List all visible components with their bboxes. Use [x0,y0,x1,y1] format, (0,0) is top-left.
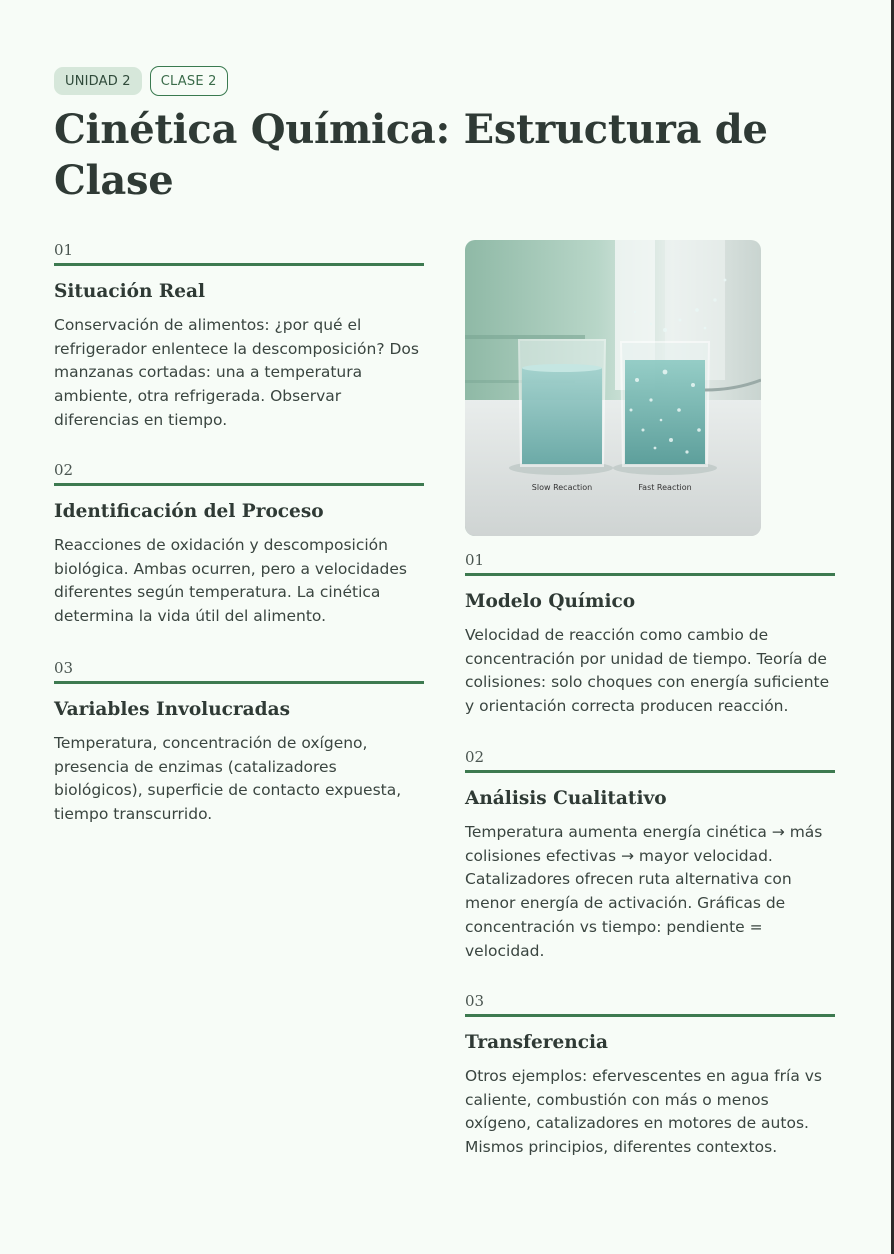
section-transferencia [465,990,835,1160]
section-title: Transferencia [465,1032,608,1053]
section-number: 01 [54,241,74,259]
section-number: 03 [465,992,485,1010]
section-number: 03 [54,659,74,677]
section-divider [465,770,835,773]
fast-reaction-label: Fast Reaction [638,483,692,492]
page-title: Cinética Química: Estructura de Clase [54,106,768,204]
section-number: 01 [465,551,485,569]
section-number: 02 [465,748,485,766]
section-divider [54,681,424,684]
section-number: 02 [54,461,74,479]
reaction-beakers-photo [465,240,761,536]
section-body: Temperatura, concentración de oxígeno, presencia de enzimas (catalizadores biológicos), superficie de contacto expuesta, tiempo transcurrido. [54,734,402,824]
section-situacion-real [54,239,424,433]
section-body: Temperatura aumenta energía cinética → más colisiones efectivas → mayor velocidad. Catalizadores ofrecen ruta alternativa con menor energía de activación. Gráficas de concentración vs tiempo: pendiente = velocidad. [465,823,823,960]
section-divider [465,573,835,576]
section-identificacion-proceso [54,459,424,629]
section-body: Otros ejemplos: efervescentes en agua fría vs caliente, combustión con más o menos oxígeno, catalizadores en motores de autos. Mismos principios, diferentes contextos. [465,1067,822,1157]
section-body: Reacciones de oxidación y descomposición biológica. Ambas ocurren, pero a velocidades diferentes según temperatura. La cinética determina la vida útil del alimento. [54,536,408,626]
section-analisis-cualitativo [465,746,835,963]
section-title: Análisis Cualitativo [465,788,667,809]
section-title: Identificación del Proceso [54,501,324,522]
section-divider [54,263,424,266]
unit-badge: UNIDAD 2 [54,67,142,95]
slow-reaction-label: Slow Recaction [531,483,593,492]
section-body: Conservación de alimentos: ¿por qué el refrigerador enlentece la descomposición? Dos manzanas cortadas: una a temperatura ambiente, otra refrigerada. Observar diferencias en tiempo. [54,316,419,429]
section-divider [54,483,424,486]
badge-row [54,67,228,96]
section-divider [465,1014,835,1017]
class-badge: CLASE 2 [150,66,228,96]
section-body: Velocidad de reacción como cambio de concentración por unidad de tiempo. Teoría de colisiones: solo choques con energía suficiente y orientación correcta producen reacción. [465,626,830,716]
section-variables-involucradas [54,657,424,827]
section-title: Variables Involucradas [54,699,291,720]
section-title: Situación Real [54,281,206,302]
section-title: Modelo Químico [465,591,636,612]
section-modelo-quimico [465,549,835,719]
